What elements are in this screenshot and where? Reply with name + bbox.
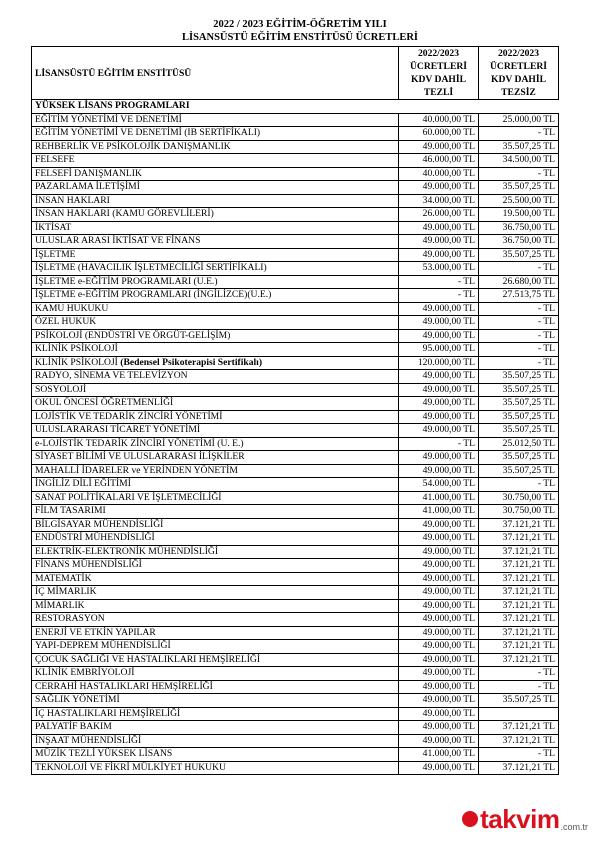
program-name: BİLGİSAYAR MÜHENDİSLİĞİ <box>32 518 399 532</box>
program-name: FİLM TASARIMI <box>32 505 399 519</box>
program-name: CERRAHİ HASTALIKLARI HEMŞİRELİĞİ <box>32 680 399 694</box>
tezli-fee: 49.000,00 TL <box>399 316 479 330</box>
tezsiz-fee: - TL <box>479 478 559 492</box>
logo-tld: .com.tr <box>560 822 588 832</box>
tezli-fee: 49.000,00 TL <box>399 734 479 748</box>
program-name: KLİNİK PSİKOLOJİ (Bedensel Psikoterapisi Sertifikalı) <box>32 356 399 370</box>
table-row <box>32 437 559 451</box>
tezli-fee: 49.000,00 TL <box>399 559 479 573</box>
tezsiz-fee: 26.680,00 TL <box>479 275 559 289</box>
program-name: EĞİTİM YÖNETİMİ VE DENETİMİ <box>32 113 399 127</box>
program-name: İÇ MİMARLIK <box>32 586 399 600</box>
tezli-fee: 49.000,00 TL <box>399 383 479 397</box>
program-name: KLİNİK EMBRİYOLOJİ <box>32 667 399 681</box>
tezli-fee: 49.000,00 TL <box>399 680 479 694</box>
tezsiz-fee: 37.121,21 TL <box>479 640 559 654</box>
tezsiz-fee: - TL <box>479 667 559 681</box>
table-row <box>32 208 559 222</box>
section-row <box>32 100 559 114</box>
tezli-fee: 49.000,00 TL <box>399 451 479 465</box>
tezsiz-fee: - TL <box>479 356 559 370</box>
program-name: FELSEFE <box>32 154 399 168</box>
program-name: ENERJİ VE ETKİN YAPILAR <box>32 626 399 640</box>
tezsiz-fee: 37.121,21 TL <box>479 613 559 627</box>
program-name: ÖZEL HUKUK <box>32 316 399 330</box>
tezli-fee: 49.000,00 TL <box>399 370 479 384</box>
program-name: e-LOJİSTİK TEDARİK ZİNCİRİ YÖNETİMİ (U. E.) <box>32 437 399 451</box>
tezsiz-fee: 36.750,00 TL <box>479 221 559 235</box>
table-row <box>32 289 559 303</box>
tezli-fee: - TL <box>399 275 479 289</box>
institute-header: LİSANSÜSTÜ EĞİTİM ENSTİTÜSÜ <box>32 47 399 100</box>
table-row <box>32 343 559 357</box>
tezsiz-fee <box>479 707 559 721</box>
tezsiz-fee: 25.500,00 TL <box>479 194 559 208</box>
program-name: PAZARLAMA İLETİŞİMİ <box>32 181 399 195</box>
tezsiz-fee: 35.507,25 TL <box>479 370 559 384</box>
tezsiz-fee: 35.507,25 TL <box>479 181 559 195</box>
tezli-fee: 60.000,00 TL <box>399 127 479 141</box>
tezsiz-fee: 35.507,25 TL <box>479 248 559 262</box>
tezsiz-fee: 37.121,21 TL <box>479 518 559 532</box>
table-row <box>32 167 559 181</box>
table-row <box>32 140 559 154</box>
tezli-fee: 49.000,00 TL <box>399 761 479 775</box>
table-row <box>32 275 559 289</box>
tezli-fee: 49.000,00 TL <box>399 667 479 681</box>
tezsiz-fee: 35.507,25 TL <box>479 694 559 708</box>
table-row <box>32 518 559 532</box>
program-name: İNŞAAT MÜHENDİSLİĞİ <box>32 734 399 748</box>
tezsiz-fee: 37.121,21 TL <box>479 572 559 586</box>
tezli-fee: 41.000,00 TL <box>399 748 479 762</box>
table-row <box>32 248 559 262</box>
tezsiz-fee: - TL <box>479 329 559 343</box>
program-name: YAPI-DEPREM MÜHENDİSLİĞİ <box>32 640 399 654</box>
tezsiz-fee: 37.121,21 TL <box>479 545 559 559</box>
table-row <box>32 181 559 195</box>
program-name: MİMARLIK <box>32 599 399 613</box>
program-name: İNGİLİZ DİLİ EĞİTİMİ <box>32 478 399 492</box>
tezsiz-fee: 35.507,25 TL <box>479 424 559 438</box>
tezsiz-fee: 37.121,21 TL <box>479 761 559 775</box>
table-row <box>32 262 559 276</box>
tezsiz-fee: 30.750,00 TL <box>479 505 559 519</box>
tezsiz-fee: - TL <box>479 748 559 762</box>
tezli-fee: 49.000,00 TL <box>399 599 479 613</box>
program-name: KLİNİK PSİKOLOJİ <box>32 343 399 357</box>
tezli-fee: 49.000,00 TL <box>399 221 479 235</box>
tezsiz-fee: - TL <box>479 343 559 357</box>
table-row <box>32 680 559 694</box>
table-row <box>32 478 559 492</box>
program-name: SOSYOLOJİ <box>32 383 399 397</box>
program-name: RESTORASYON <box>32 613 399 627</box>
table-row <box>32 613 559 627</box>
program-name: ENDÜSTRİ MÜHENDİSLİĞİ <box>32 532 399 546</box>
tezli-fee: 40.000,00 TL <box>399 113 479 127</box>
table-row <box>32 599 559 613</box>
table-row <box>32 194 559 208</box>
table-row <box>32 154 559 168</box>
table-row <box>32 572 559 586</box>
tezli-fee: 54.000,00 TL <box>399 478 479 492</box>
program-name: SAĞLIK YÖNETİMİ <box>32 694 399 708</box>
table-row <box>32 356 559 370</box>
table-row <box>32 410 559 424</box>
tezli-fee: 49.000,00 TL <box>399 586 479 600</box>
program-name: İŞLETME e-EĞİTİM PROGRAMLARI (U.E.) <box>32 275 399 289</box>
tezli-fee: 49.000,00 TL <box>399 694 479 708</box>
tezli-fee: 49.000,00 TL <box>399 235 479 249</box>
table-row <box>32 302 559 316</box>
program-name: RADYO, SİNEMA VE TELEVİZYON <box>32 370 399 384</box>
program-name: LOJİSTİK VE TEDARİK ZİNCİRİ YÖNETİMİ <box>32 410 399 424</box>
tezsiz-fee: 37.121,21 TL <box>479 653 559 667</box>
tezsiz-fee: - TL <box>479 302 559 316</box>
tezli-header: 2022/2023 ÜCRETLERİ KDV DAHİL TEZLİ <box>399 47 479 100</box>
tezsiz-fee: 37.121,21 TL <box>479 586 559 600</box>
tezli-fee: 49.000,00 TL <box>399 721 479 735</box>
tezsiz-fee: 30.750,00 TL <box>479 491 559 505</box>
tezsiz-fee: - TL <box>479 127 559 141</box>
program-name: ULUSLAR ARASI İKTİSAT VE FİNANS <box>32 235 399 249</box>
tezsiz-fee: 35.507,25 TL <box>479 410 559 424</box>
tezsiz-fee: 37.121,21 TL <box>479 734 559 748</box>
tezsiz-fee: 37.121,21 TL <box>479 559 559 573</box>
table-row <box>32 545 559 559</box>
table-row <box>32 626 559 640</box>
tezli-fee: 53.000,00 TL <box>399 262 479 276</box>
tezli-fee: 49.000,00 TL <box>399 518 479 532</box>
program-name: MAHALLİ İDARELER ve YERİNDEN YÖNETİM <box>32 464 399 478</box>
table-row <box>32 397 559 411</box>
tezsiz-fee: - TL <box>479 316 559 330</box>
tezsiz-fee: 35.507,25 TL <box>479 383 559 397</box>
tezli-fee: - TL <box>399 437 479 451</box>
table-row <box>32 748 559 762</box>
table-row <box>32 667 559 681</box>
table-row <box>32 221 559 235</box>
table-row <box>32 329 559 343</box>
program-name: EĞİTİM YÖNETİMİ VE DENETİMİ (IB SERTİFİKALI) <box>32 127 399 141</box>
tezsiz-fee: 25.000,00 TL <box>479 113 559 127</box>
program-name: SANAT POLİTİKALARI VE İŞLETMECİLİĞİ <box>32 491 399 505</box>
tezli-fee: 49.000,00 TL <box>399 626 479 640</box>
table-row <box>32 761 559 775</box>
tezli-fee: 49.000,00 TL <box>399 707 479 721</box>
program-name: MÜZİK TEZLİ YÜKSEK LİSANS <box>32 748 399 762</box>
title-institute: LİSANSÜSTÜ EĞİTİM ENSTİTÜSÜ ÜCRETLERİ <box>181 32 419 43</box>
table-row <box>32 694 559 708</box>
tezli-fee: 49.000,00 TL <box>399 613 479 627</box>
program-name: SİYASET BİLİMİ VE ULUSLARARASI İLİŞKİLER <box>32 451 399 465</box>
program-name: İŞLETME (HAVACILIK İŞLETMECİLİĞİ SERTİFİKALI) <box>32 262 399 276</box>
tezli-fee: 40.000,00 TL <box>399 167 479 181</box>
tezli-fee: 49.000,00 TL <box>399 572 479 586</box>
tezli-fee: 41.000,00 TL <box>399 505 479 519</box>
tezli-fee: 46.000,00 TL <box>399 154 479 168</box>
program-name: İŞLETME e-EĞİTİM PROGRAMLARI (İNGİLİZCE)(U.E.) <box>32 289 399 303</box>
tezli-fee: 49.000,00 TL <box>399 532 479 546</box>
tezli-fee: 49.000,00 TL <box>399 545 479 559</box>
program-name: İKTİSAT <box>32 221 399 235</box>
tezli-fee: - TL <box>399 289 479 303</box>
table-row <box>32 424 559 438</box>
tezsiz-fee: 35.507,25 TL <box>479 464 559 478</box>
table-row <box>32 653 559 667</box>
table-row <box>32 559 559 573</box>
tezli-fee: 34.000,00 TL <box>399 194 479 208</box>
tezli-fee: 49.000,00 TL <box>399 410 479 424</box>
logo-mark-icon <box>462 811 478 827</box>
program-name: REHBERLİK VE PSİKOLOJİK DANIŞMANLIK <box>32 140 399 154</box>
tezsiz-fee: 19.500,00 TL <box>479 208 559 222</box>
section-title: YÜKSEK LİSANS PROGRAMLARI <box>32 100 559 114</box>
table-row <box>32 505 559 519</box>
table-row <box>32 451 559 465</box>
program-name: MATEMATİK <box>32 572 399 586</box>
tezsiz-fee: - TL <box>479 262 559 276</box>
tezsiz-header: 2022/2023 ÜCRETLERİ KDV DAHİL TEZSİZ <box>479 47 559 100</box>
tezli-fee: 49.000,00 TL <box>399 181 479 195</box>
program-name: TEKNOLOJİ VE FİKRİ MÜLKİYET HUKUKU <box>32 761 399 775</box>
tezli-fee: 49.000,00 TL <box>399 640 479 654</box>
tezli-fee: 120.000,00 TL <box>399 356 479 370</box>
logo-word: takvim <box>480 804 560 834</box>
program-name: OKUL ÖNCESİ ÖĞRETMENLİĞİ <box>32 397 399 411</box>
tezsiz-fee: - TL <box>479 167 559 181</box>
tezli-fee: 49.000,00 TL <box>399 424 479 438</box>
tezli-fee: 41.000,00 TL <box>399 491 479 505</box>
program-name: İŞLETME <box>32 248 399 262</box>
tezli-fee: 49.000,00 TL <box>399 397 479 411</box>
tezsiz-fee: 35.507,25 TL <box>479 397 559 411</box>
tezli-fee: 49.000,00 TL <box>399 248 479 262</box>
program-name: İÇ HASTALIKLARI HEMŞİRELİĞİ <box>32 707 399 721</box>
table-row <box>32 113 559 127</box>
table-row <box>32 586 559 600</box>
program-name: FELSEFİ DANIŞMANLIK <box>32 167 399 181</box>
program-name: İNSAN HAKLARI <box>32 194 399 208</box>
table-row <box>32 464 559 478</box>
table-row <box>32 707 559 721</box>
program-name: ELEKTRİK-ELEKTRONİK MÜHENDİSLİĞİ <box>32 545 399 559</box>
tezsiz-fee: 35.507,25 TL <box>479 140 559 154</box>
tezli-fee: 26.000,00 TL <box>399 208 479 222</box>
program-name: PALYATİF BAKIM <box>32 721 399 735</box>
tezsiz-fee: 37.121,21 TL <box>479 721 559 735</box>
tezli-fee: 95.000,00 TL <box>399 343 479 357</box>
table-row <box>32 370 559 384</box>
tezsiz-fee: 34.500,00 TL <box>479 154 559 168</box>
tezli-fee: 49.000,00 TL <box>399 653 479 667</box>
table-row <box>32 721 559 735</box>
tezsiz-fee: 35.507,25 TL <box>479 451 559 465</box>
program-name: ÇOCUK SAĞLIĞI VE HASTALIKLARI HEMŞİRELİĞİ <box>32 653 399 667</box>
table-row <box>32 316 559 330</box>
tezsiz-fee: 27.513,75 TL <box>479 289 559 303</box>
table-row <box>32 532 559 546</box>
tezli-fee: 49.000,00 TL <box>399 302 479 316</box>
program-name: KAMU HUKUKU <box>32 302 399 316</box>
tezsiz-fee: 37.121,21 TL <box>479 599 559 613</box>
tezsiz-fee: 37.121,21 TL <box>479 532 559 546</box>
tezsiz-fee: 37.121,21 TL <box>479 626 559 640</box>
program-name: ULUSLARARASI TİCARET YÖNETİMİ <box>32 424 399 438</box>
table-row <box>32 491 559 505</box>
tezsiz-fee: - TL <box>479 680 559 694</box>
fee-table <box>31 46 559 775</box>
table-row <box>32 640 559 654</box>
table-header <box>32 47 559 100</box>
tezli-fee: 49.000,00 TL <box>399 329 479 343</box>
title-year: 2022 / 2023 EĞİTİM-ÖĞRETİM YILI <box>213 19 387 30</box>
tezsiz-fee: 25.012,50 TL <box>479 437 559 451</box>
table-row <box>32 235 559 249</box>
tezli-fee: 49.000,00 TL <box>399 464 479 478</box>
document-title <box>0 18 600 44</box>
table-row <box>32 127 559 141</box>
tezsiz-fee: 36.750,00 TL <box>479 235 559 249</box>
table-row <box>32 383 559 397</box>
tezli-fee: 49.000,00 TL <box>399 140 479 154</box>
program-name: İNSAN HAKLARI (KAMU GÖREVLİLERİ) <box>32 208 399 222</box>
table-row <box>32 734 559 748</box>
program-name: FİNANS MÜHENDİSLİĞİ <box>32 559 399 573</box>
program-name: PSİKOLOJİ (ENDÜSTRİ VE ÖRGÜT-GELİŞİM) <box>32 329 399 343</box>
takvim-logo <box>462 806 588 832</box>
